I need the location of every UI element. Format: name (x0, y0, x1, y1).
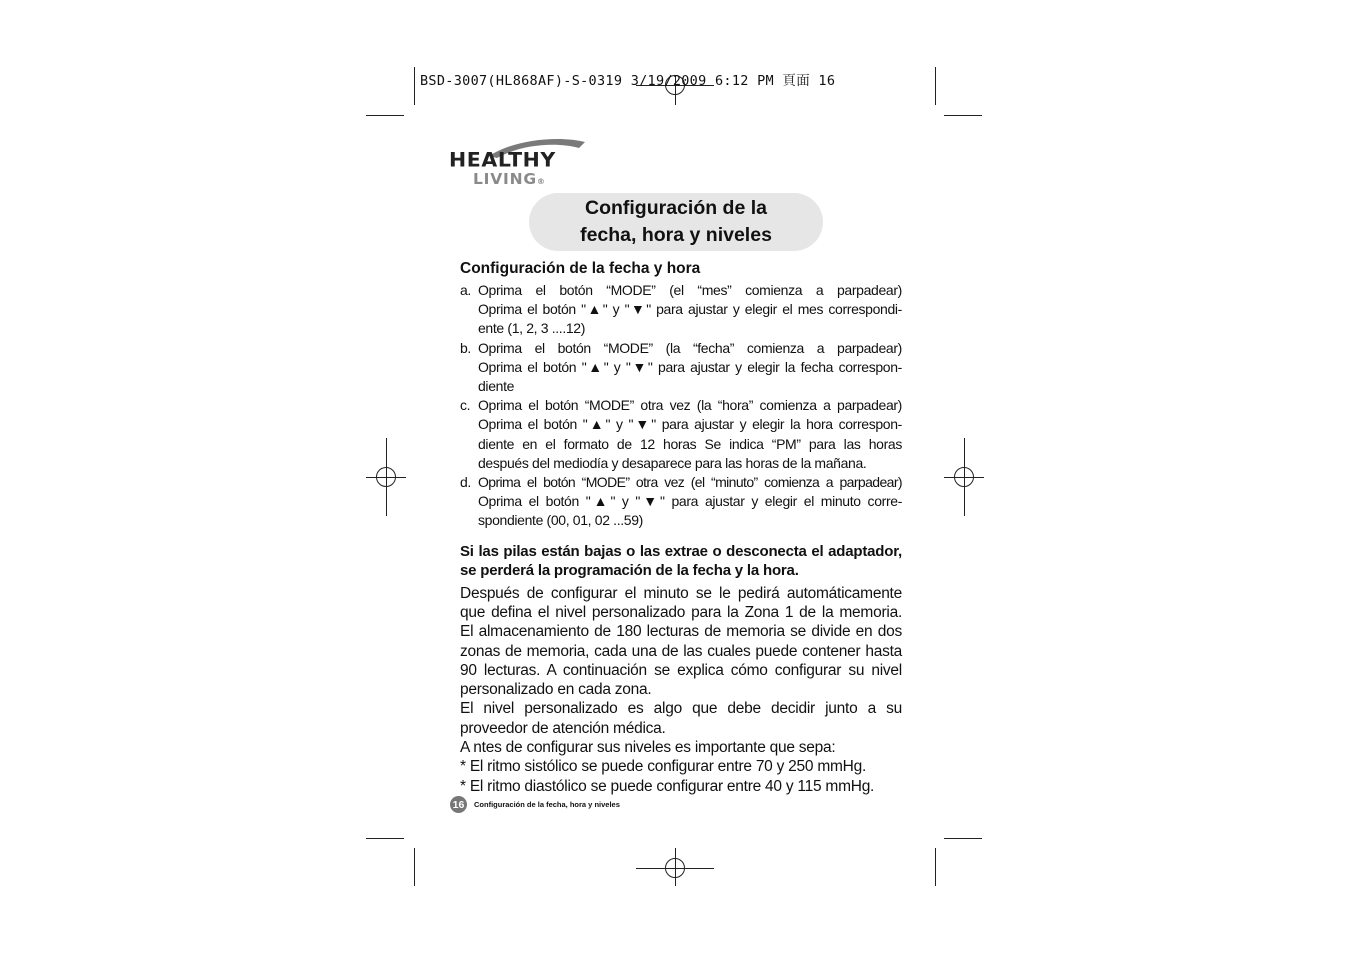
body-line: A ntes de configurar sus niveles es importante que sepa: (460, 739, 836, 757)
step-line: diente en el formato de 12 horas Se indica “PM” para las horas (478, 435, 902, 452)
page-title-line: fecha, hora y niveles (580, 224, 772, 246)
step-line: después del mediodía y desaparece para las horas de la mañana. (478, 454, 867, 471)
step-line: Oprima el botón “MODE” (la “fecha” comienza a parpadear) (478, 339, 902, 356)
body-line: * El ritmo diastólico se puede configurar entre 40 y 115 mmHg. (460, 777, 875, 795)
body-line: que defina el nivel personalizado para la Zona 1 de la memoria. (460, 603, 902, 621)
body-text (460, 584, 902, 796)
battery-warning (460, 542, 902, 581)
print-slug: BSD-3007(HL868AF)-S-0319 3/19/2009 6:12 PM 頁面 16 (420, 73, 836, 89)
body-line: * El ritmo sistólico se puede configurar entre 70 y 250 mmHg. (460, 758, 867, 776)
crop-mark (935, 67, 936, 105)
page-footer (450, 796, 620, 813)
step-line: diente (478, 378, 515, 395)
body-line: El nivel personalizado es algo que debe decidir junto a su (460, 700, 902, 718)
section-subheading: Configuración de la fecha y hora (460, 260, 701, 277)
step-a (460, 281, 902, 339)
crop-mark (366, 838, 404, 839)
crop-mark (414, 848, 415, 886)
step-label: d. (460, 474, 471, 491)
logo-word-healthy: HEALTHY (449, 148, 556, 172)
footer-section-title: Configuración de la fecha, hora y niveles (474, 800, 620, 809)
step-line: ente (1, 2, 3 ....12) (478, 320, 586, 337)
body-line: El almacenamiento de 180 lecturas de memoria se divide en dos (460, 623, 902, 641)
warning-line: se perderá la programación de la fecha y la hora. (460, 562, 799, 580)
step-b (460, 339, 902, 397)
page-title-line: Configuración de la (584, 197, 767, 219)
step-line: Oprima el botón "▲" y "▼" para ajustar y elegir el mes correspondi- (478, 301, 902, 318)
registered-mark: ® (536, 177, 546, 186)
step-line: Oprima el botón “MODE” (el “mes” comienza a parpadear) (478, 282, 902, 298)
body-line: Después de configurar el minuto se le pedirá automáticamente (460, 584, 902, 602)
main-content (460, 258, 902, 796)
page-number-badge: 16 (450, 796, 467, 813)
crop-mark (414, 67, 415, 105)
crop-mark (944, 838, 982, 839)
healthy-living-logo (447, 136, 592, 192)
step-line: Oprima el botón "▲" y "▼" para ajustar y elegir el minuto corre- (478, 493, 902, 510)
step-line: Oprima el botón "▲" y "▼" para ajustar y elegir la hora correspon- (478, 416, 902, 433)
body-line: personalizado en cada zona. (460, 681, 652, 699)
step-line: Oprima el botón “MODE” otra vez (la “hora” comienza a parpadear) (478, 397, 902, 414)
step-line: Oprima el botón “MODE” otra vez (el “minuto” comienza a parpadear) (478, 474, 902, 491)
logo-word-living: LIVING® (473, 170, 546, 188)
crop-mark (935, 848, 936, 886)
crop-mark (944, 115, 982, 116)
warning-line: Si las pilas están bajas o las extrae o desconecta el adaptador, (460, 542, 902, 560)
body-line: 90 lecturas. A continuación se explica cómo configurar su nivel (460, 661, 902, 679)
step-d (460, 473, 902, 531)
step-line: Oprima el botón "▲" y "▼" para ajustar y elegir la fecha correspon- (478, 358, 902, 375)
body-line: proveedor de atención médica. (460, 719, 666, 737)
step-c (460, 396, 902, 473)
step-line: spondiente (00, 01, 02 ...59) (478, 512, 643, 529)
page-title (529, 193, 823, 251)
crop-mark (366, 115, 404, 116)
body-line: zonas de memoria, cada una de las cuales puede contener hasta (460, 642, 902, 660)
step-label: a. (460, 282, 471, 298)
step-label: c. (460, 397, 471, 414)
step-label: b. (460, 339, 471, 356)
